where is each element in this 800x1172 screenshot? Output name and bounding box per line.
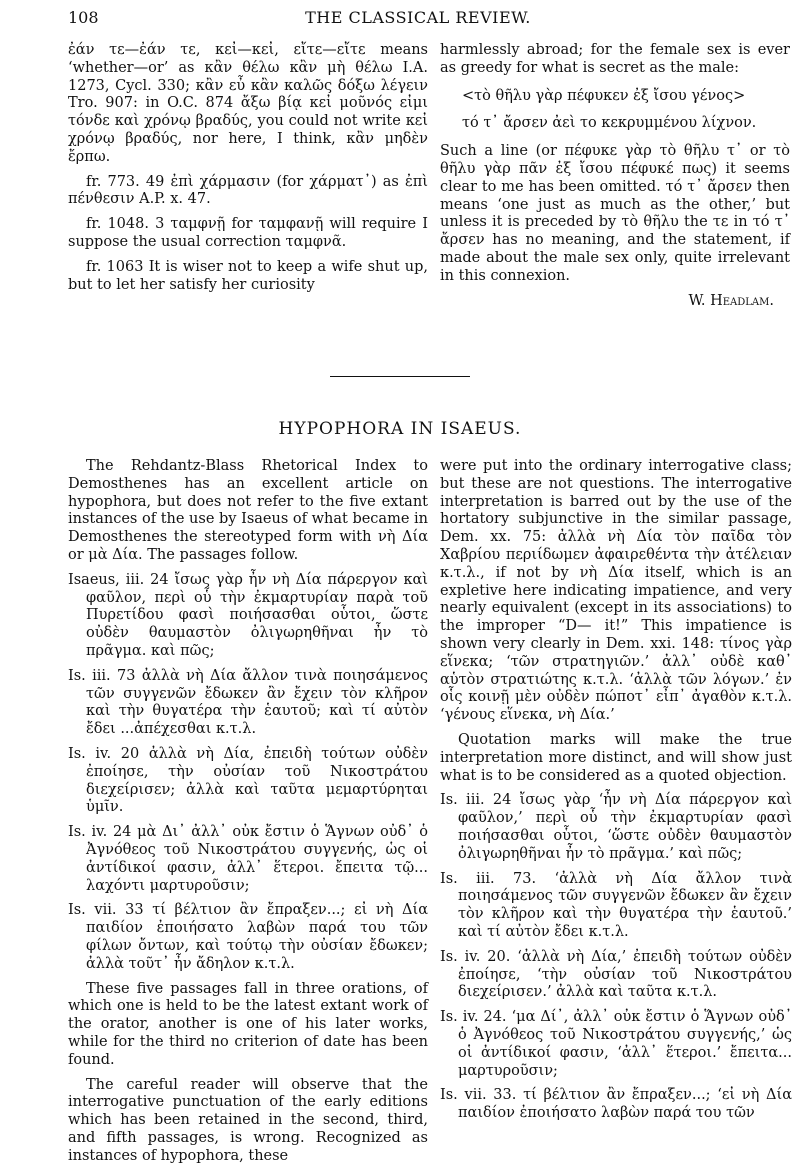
paragraph: fr. 1048. 3 ταμφνῇ for ταμφανῇ will require I suppose the usual correction ταμφνᾶ. (68, 216, 428, 250)
paragraph: fr. 1063 It is wiser not to keep a wife shut up, but to let her satisfy her curiosity (68, 258, 428, 293)
paragraph: harmlessly abroad; for the female sex is ever as greedy for what is secret as the male: (440, 42, 790, 76)
quoted-passage: Is. vii. 33. τί βέλτιον ἂν ἔπραξεν...; ‘εἰ νὴ Δία παιδίον ἐποιήσατο λαβὼν παρά του τῶν (440, 1087, 792, 1122)
paragraph: were put into the ordinary interrogative class; but these are not questions. The interrogative interpretation is barred out by the use of the hortatory subjunctive in the similar passage, Dem. xx. 75: ἀλλὰ νὴ Δία τὸν παῖδα τὸν Χαβρίου περιίδωμεν ἀφαιρεθέντα τὴν ἀτέλειαν κ.τ.λ., if not by νὴ Δία itself, which is an expletive here indicating impatience, and very nearly equivalent (except in its associations) to the improper “D— it!” This impatience is shown very clearly in Dem. xxi. 148: τίνος γὰρ εἵνεκα; ‘τῶν στρατηγιῶν.’ ἀλλ᾽ οὐδὲ καθ᾽ αὑτὸν στρατιώτης κ.τ.λ. ‘ἀλλὰ τῶν λόγων.’ ἐν οἷς κοινῇ μὲν οὐδὲν πώποτ᾽ εἶπ᾽ ἀγαθὸν κ.τ.λ. ‘γένους εἵνεκα, νὴ Δία.’ (440, 458, 792, 724)
verse-line: τό τ᾽ ἄρσεν ἀεὶ το κεκρυμμένου λίχνον. (462, 115, 757, 132)
quoted-passage: Is. iii. 73 ἀλλὰ νὴ Δία ἄλλον τινὰ ποιησάμενος τῶν συγγενῶν ἔδωκεν ἂν ἔχειν τὸν κλῆρον καὶ τὴν θυγατέρα τὴν ἑαυτοῦ; καὶ τί αὐτὸν ἔδει ...ἀπέχεσθαι κ.τ.λ. (68, 667, 428, 738)
bottom-left-column (68, 458, 428, 1172)
article-title: HYPOPHORA IN ISAEUS. (278, 419, 522, 439)
top-right-column (440, 42, 790, 317)
top-left-column (68, 42, 428, 301)
paragraph: The careful reader will observe that the interrogative punctuation of the early editions which has been retained in the second, third, and fifth passages, is wrong. Recognized as instances of hypophora, these (68, 1076, 428, 1164)
verse-line: <τὸ θῆλυ γὰρ πέφυκεν ἐξ ἴσου γένος> (462, 87, 746, 104)
quoted-passage: Is. iv. 20. ‘ἀλλὰ νὴ Δία,’ ἐπειδὴ τούτων οὐδὲν ἐποίησε, ‘τὴν οὐσίαν τοῦ Νικοστράτου διεχείρισεν.’ ἀλλὰ καὶ ταῦτα κ.τ.λ. (440, 948, 792, 1001)
quoted-passage: Isaeus, iii. 24 ἴσως γὰρ ἦν νὴ Δία πάρεργον καὶ φαῦλον, περὶ οὗ τὴν ἐκμαρτυρίαν παρὰ τοῦ Πυρετίδου φασὶ ποιήσασθαι οὗτοι, ὥστε οὐδὲν θαυμαστὸν ὀλιγωρηθῆναι ἦν τὸ πρᾶγμα. καὶ πῶς; (68, 571, 428, 659)
running-header (68, 8, 768, 28)
journal-title: THE CLASSICAL REVIEW. (305, 8, 531, 27)
paragraph: The Rehdantz-Blass Rhetorical Index to Demosthenes has an excellent article on hypophora, but does not refer to the five extant instances of the use by Isaeus of what became in Demosthenes the stereotyped form with νὴ Δία or μὰ Δία. The passages follow. (68, 458, 428, 563)
author-signature: W. Headlam. (688, 292, 774, 309)
bottom-right-column (440, 458, 792, 1130)
quoted-passage: Is. vii. 33 τί βέλτιον ἂν ἔπραξεν...; εἰ νὴ Δία παιδίον ἐποιήσατο λαβὼν παρά του τῶν φίλων ὄντων, καὶ τούτῳ τὴν οὐσίαν ἔδωκεν; ἀλλὰ τοῦτ᾽ ἦν ἄδηλον κ.τ.λ. (68, 902, 428, 972)
paragraph: Quotation marks will make the true interpretation more distinct, and will show just what is to be considered as a quoted objection. (440, 731, 792, 784)
quoted-passage: Is. iv. 24 μὰ Δι᾽ ἀλλ᾽ οὐκ ἔστιν ὁ Ἅγνων οὐδ᾽ ὁ Ἀγνόθεος τοῦ Νικοστράτου συγγενής, ὡς οἱ ἀντίδικοί φασιν, ἀλλ᾽ ἕτεροι. ἔπειτα τῷ... λαχόντι μαρτυροῦσιν; (68, 824, 428, 894)
page-number: 108 (68, 8, 99, 27)
paragraph: These five passages fall in three orations, of which one is held to be the latest extant work of the orator, another is one of his later works, while for the third no criterion of date has been found. (68, 980, 428, 1068)
quoted-passage: Is. iv. 24. ‘μα Δί᾽, ἀλλ᾽ οὐκ ἔστιν ὁ Ἅγνων οὐδ᾽ ὁ Ἀγνόθεος τοῦ Νικοστράτου συγγενής,’ ὡς οἱ ἀντίδικοί φασιν, ‘ἀλλ᾽ ἕτεροι.’ ἔπειτα... μαρτυροῦσιν; (440, 1009, 792, 1079)
paragraph: fr. 773. 49 ἐπὶ χάρμασιν (for χάρματ᾽) as ἐπὶ πένθεσιν A.P. x. 47. (68, 173, 428, 208)
paragraph: Such a line (or πέφυκε γὰρ τὸ θῆλυ τ᾽ or τὸ θῆλυ γὰρ πᾶν ἐξ ἴσου πέφυκέ πως) it seems clear to me has been omitted. τό τ᾽ ἄρσεν then means ‘one just as much as the other,’ but unless it is preceded by τὸ θῆλυ the τε in τό τ᾽ ἄρσεν has no meaning, and the statement, if made about the male sex only, quite irrelevant in this connexion. (440, 143, 790, 284)
paragraph: ἐάν τε—ἐάν τε, κεἰ—κεἰ, εἴτε—εἴτε means ‘whether—or’ as κἂν θέλω κἂν μὴ θέλω I.A. 1273, Cycl. 330; κἂν εὖ κἂν καλῶς δόξω λέγειν Tro. 907: in O.C. 874 ἄξω βίᾳ κεἰ μοῦνός εἰμι τόνδε καὶ χρόνῳ βραδύς, you could not write κεἰ χρόνῳ βραδύς, nor here, I think, κἂν μηδὲν ἔρπω. (68, 42, 428, 165)
quoted-passage: Is. iv. 20 ἀλλὰ νὴ Δία, ἐπειδὴ τούτων οὐδὲν ἐποίησε, τὴν οὐσίαν τοῦ Νικοστράτου διεχείρισεν; ἀλλὰ καὶ ταῦτα μεμαρτύρηται ὑμῖν. (68, 745, 428, 816)
quoted-passage: Is. iii. 73. ‘ἀλλὰ νὴ Δία ἄλλον τινὰ ποιησάμενος τῶν συγγενῶν ἔδωκεν ἂν ἔχειν τὸν κλῆρον καὶ τὴν θυγατέρα τὴν ἑαυτοῦ.’ καὶ τί αὐτὸν ἔδει κ.τ.λ. (440, 870, 792, 940)
quoted-passage: Is. iii. 24 ἴσως γὰρ ‘ἦν νὴ Δία πάρεργον καὶ φαῦλον,’ περὶ οὗ τὴν ἐκμαρτυρίαν φασὶ ποιήσασθαι οὗτοι, ‘ὥστε οὐδὲν θαυμαστὸν ὀλιγωρηθῆναι ἦν τὸ πρᾶγμα.’ καὶ πῶς; (440, 792, 792, 862)
section-divider (330, 376, 470, 377)
